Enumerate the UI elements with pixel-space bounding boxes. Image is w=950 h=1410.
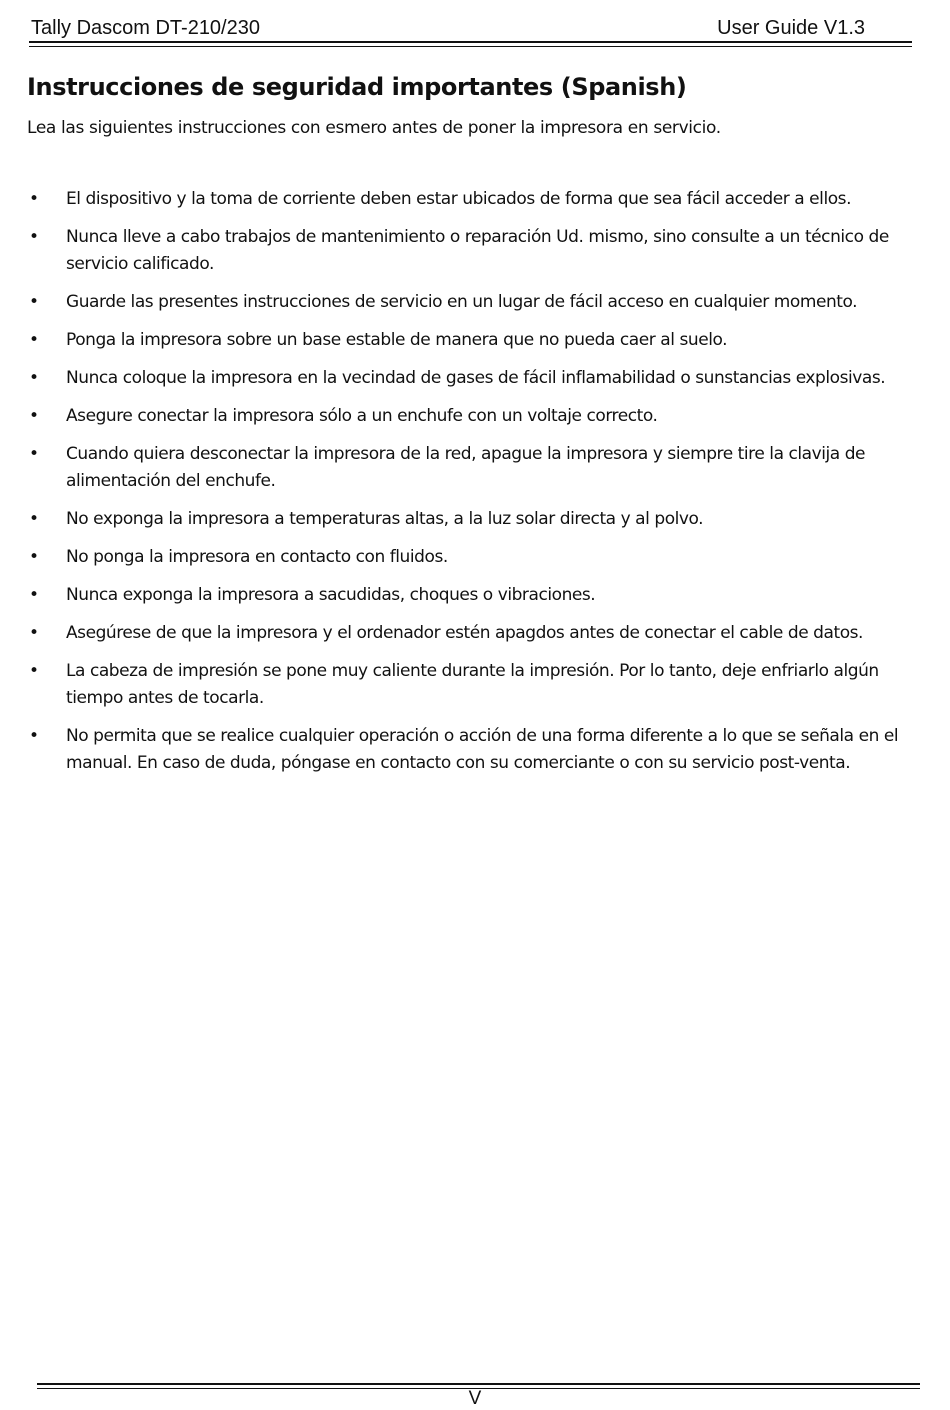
bullet-icon: • bbox=[29, 661, 39, 681]
list-item bbox=[27, 289, 927, 316]
list-item bbox=[27, 327, 927, 354]
list-item-text: Guarde las presentes instrucciones de servicio en un lugar de fácil acceso en cualquier momento. bbox=[66, 292, 858, 312]
bullet-icon: • bbox=[29, 623, 39, 643]
header-guide-version: User Guide V1.3 bbox=[717, 17, 865, 39]
bullet-icon: • bbox=[29, 509, 39, 529]
bullet-icon: • bbox=[29, 227, 39, 247]
list-item-text: No permita que se realice cualquier operación o acción de una forma diferente a lo que se señala en el manual. En caso de duda, póngase en contacto con su comerciante o con su servicio post-venta. bbox=[66, 726, 899, 773]
bullet-icon: • bbox=[29, 292, 39, 312]
list-item bbox=[27, 186, 927, 213]
list-item-text: No exponga la impresora a temperaturas altas, a la luz solar directa y al polvo. bbox=[66, 509, 704, 529]
safety-instructions-list bbox=[27, 186, 927, 777]
document-body bbox=[27, 66, 927, 788]
list-item-text: No ponga la impresora en contacto con fluidos. bbox=[66, 547, 448, 567]
list-item-text: La cabeza de impresión se pone muy caliente durante la impresión. Por lo tanto, deje enfriarlo algún tiempo antes de tocarla. bbox=[66, 661, 879, 708]
intro-paragraph: Lea las siguientes instrucciones con esmero antes de poner la impresora en servicio. bbox=[27, 118, 721, 138]
page-number: V bbox=[468, 1388, 482, 1409]
bullet-icon: • bbox=[29, 189, 39, 209]
list-item bbox=[27, 224, 927, 278]
list-item-text: Nunca lleve a cabo trabajos de mantenimiento o reparación Ud. mismo, sino consulte a un técnico de servicio calificado. bbox=[66, 227, 889, 274]
list-item bbox=[27, 620, 927, 647]
list-item bbox=[27, 365, 927, 392]
list-item-text: Cuando quiera desconectar la impresora de la red, apague la impresora y siempre tire la clavija de alimentación del enchufe. bbox=[66, 444, 866, 491]
list-item-text: Ponga la impresora sobre un base estable de manera que no pueda caer al suelo. bbox=[66, 330, 728, 350]
bullet-icon: • bbox=[29, 406, 39, 426]
header-divider bbox=[29, 41, 912, 47]
bullet-icon: • bbox=[29, 547, 39, 567]
bullet-icon: • bbox=[29, 585, 39, 605]
header-product-name: Tally Dascom DT-210/230 bbox=[31, 17, 260, 39]
list-item bbox=[27, 441, 927, 495]
section-title: Instrucciones de seguridad importantes (Spanish) bbox=[27, 73, 687, 101]
list-item bbox=[27, 506, 927, 533]
list-item bbox=[27, 582, 927, 609]
list-item bbox=[27, 723, 927, 777]
list-item bbox=[27, 544, 927, 571]
page-header bbox=[29, 15, 865, 41]
list-item-text: El dispositivo y la toma de corriente deben estar ubicados de forma que sea fácil acceder a ellos. bbox=[66, 189, 852, 209]
bullet-icon: • bbox=[29, 726, 39, 746]
list-item-text: Asegure conectar la impresora sólo a un enchufe con un voltaje correcto. bbox=[66, 406, 658, 426]
list-item-text: Nunca exponga la impresora a sacudidas, choques o vibraciones. bbox=[66, 585, 596, 605]
bullet-icon: • bbox=[29, 368, 39, 388]
list-item-text: Nunca coloque la impresora en la vecindad de gases de fácil inflamabilidad o sunstancias explosivas. bbox=[66, 368, 886, 388]
list-item bbox=[27, 658, 927, 712]
list-item-text: Asegúrese de que la impresora y el ordenador estén apagdos antes de conectar el cable de datos. bbox=[66, 623, 864, 643]
bullet-icon: • bbox=[29, 444, 39, 464]
bullet-icon: • bbox=[29, 330, 39, 350]
list-item bbox=[27, 403, 927, 430]
